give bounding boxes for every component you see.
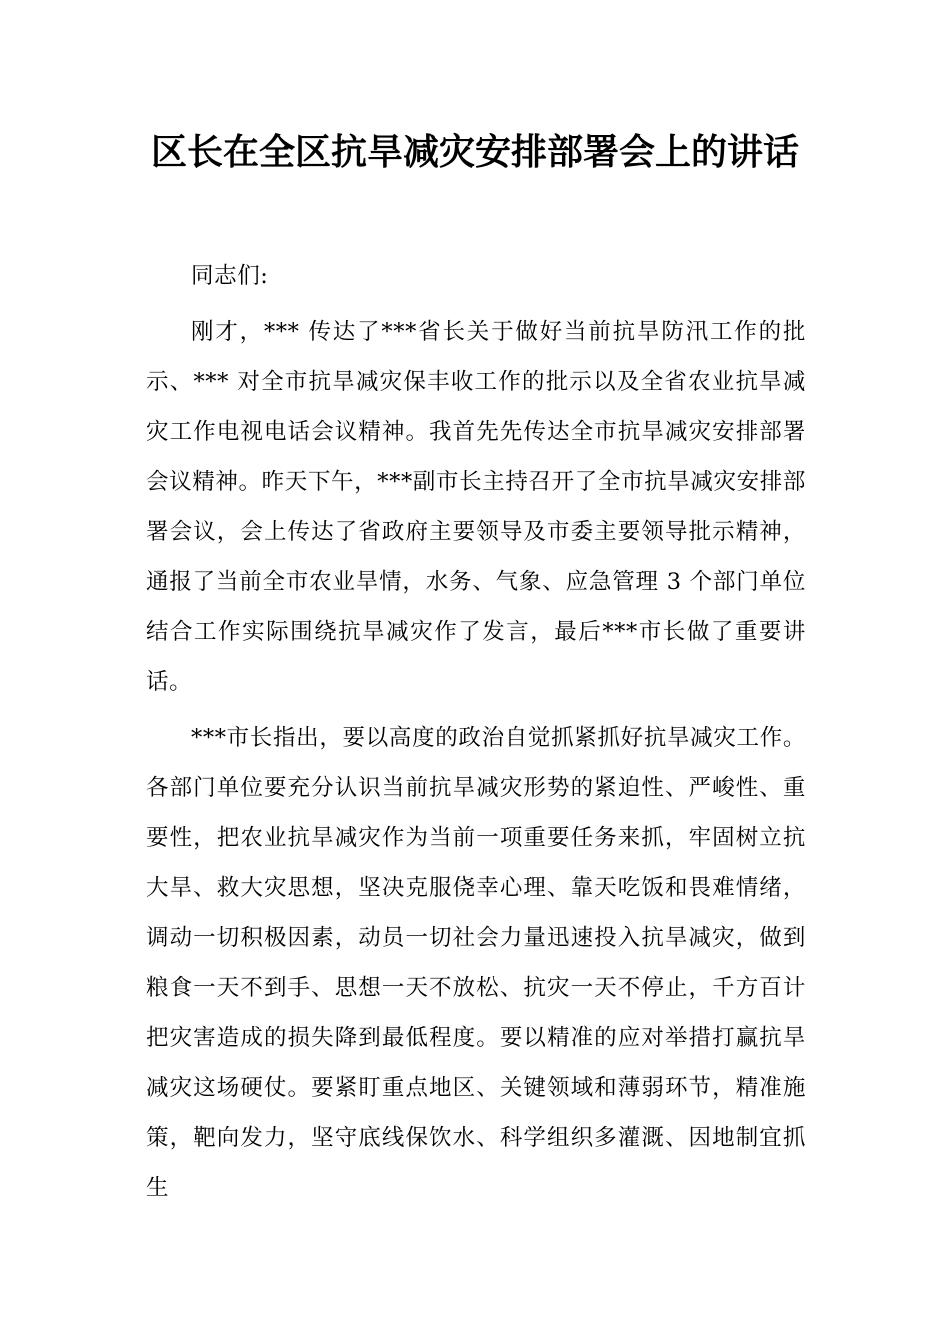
salutation: 同志们:	[191, 263, 269, 289]
document-title: 区长在全区抗旱减灾安排部署会上的讲话	[150, 131, 799, 173]
paragraph-2: ***市长指出，要以高度的政治自觉抓紧抓好抗旱减灾工作。各部门单位要充分认识当前抗旱减灾形势的紧迫性、严峻性、重要性，把农业抗旱减灾作为当前一项重要任务来抓，牢固树立抗大旱、救大灾思想，坚决克服侥幸心理、靠天吃饭和畏难情绪，调动一切积极因素，动员一切社会力量迅速投入抗旱减灾，做到粮食一天不到手、思想一天不放松、抗灾一天不停止，千方百计把灾害造成的损失降到最低程度。要以精准的应对举措打赢抗旱减灾这场硬仗。要紧盯重点地区、关键领域和薄弱环节，精准施策，靶向发力，坚守底线保饮水、科学组织多灌溉、因地制宜抓生	[146, 725, 806, 1201]
paragraph-1: 刚才，*** 传达了***省长关于做好当前抗旱防汛工作的批示、*** 对全市抗旱减灾保丰收工作的批示以及全省农业抗旱减灾工作电视电话会议精神。我首先先传达全市抗旱减灾安排部署会议精神。昨天下午，***副市长主持召开了全市抗旱减灾安排部署会议，会上传达了省政府主要领导及市委主要领导批示精神，通报了当前全市农业旱情，水务、气象、应急管理 3 个部门单位结合工作实际围绕抗旱减灾作了发言，最后***市长做了重要讲话。	[146, 319, 806, 695]
document-body	[146, 251, 806, 1219]
